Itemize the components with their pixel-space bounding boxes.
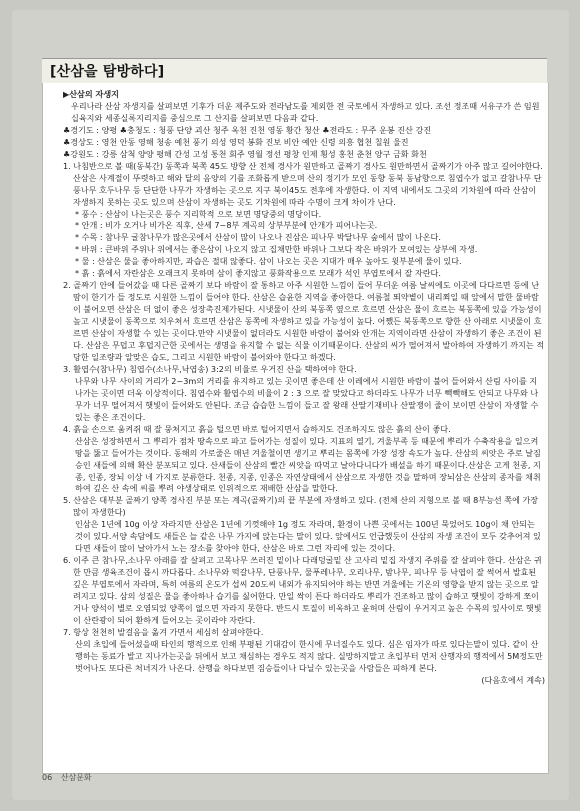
point-6: 6. 이주 큰 참나무,소나무 아래를 잘 살펴고 고목나무 쓰러진 밑이나 다래덩굴밑 산 고사리 밑집 자생지 주위를 잘 살펴야 한다. 산삼은 귀한 만큼 생육조건이 몹시 까다롭다. 소나무와 떡갈나무, 단풍나무, 물푸레나무, 오리나무, 밤나무, 피나무 등 낙엽이 잘 썩어서 발효된 깊은 부엽토에서 자라며, 특히 여름의 온도가 섭씨 20도씨 내외가 유지되어야 하는 반면 겨울에는 기온의 영향을 받지 않는 곳으로 알려지고 있다. 삼의 성질은 물을 좋아하나 습기를 싫어한다. 만일 싹이 튼다 하더라도 뿌리가 건조하고 많이 습하고 햇빛이 강하게 쪼이거나 양석이 별로 오염되었 양쪽이 없으면 자라지 못한다. 반드시 토질이 비옥하고 윤허며 산림이 우거지고 높은 수목의 잎사이로 햇빛이 산란광이 되어 환하게 들어오는 곳이라야 자란다. bbox=[63, 555, 542, 625]
region-list-3: ♣강원도 : 강릉 삼척 양양 평해 간성 고성 통천 회주 영월 정선 평창 인제 횡성 홍천 춘천 양구 금화 화천 bbox=[63, 148, 427, 159]
point-3-detail: 나무와 나무 사이의 거리가 2~3m의 거리를 유지하고 있는 곳이면 좋은데 산 이레에서 시원한 바람이 불어 들어와서 산림 사이를 지나가는 곳이면 더욱 이상적이다. 침엽수와 활엽수의 비율이 2 : 3 으로 잘 맞았다고 하더라도 나무가 너무 빽빽해도 안되고 나무와 나무가 너무 떨어져서 햇빛이 들어와도 안된다. 조금 습습한 느낌이 들고 잘 왕래 산딸기재비나 산딸쟁이 줄이 보이면 산삼이 자생할 수 있는 좋은 조건이다. bbox=[75, 375, 539, 422]
note-fengshui: * 풍수 : 산삼이 나는곳은 풍수 지리학적 으로 보면 명당중의 명당이다. bbox=[75, 208, 322, 219]
page-footer bbox=[42, 772, 98, 783]
page-number: 06 bbox=[42, 773, 53, 782]
point-2: 2. 골짜기 안에 들어갔을 때 다른 골짜기 보다 바람이 잘 통하고 아주 시원한 느낌이 들어 무더운 여름 날씨에도 이곳에 다다르면 등에 난 땀이 한기가 들 정도로 시원한 느낌이 들어야 한다. 산삼은 습윤한 지역을 좋아한다. 여름철 뙤약볕이 내리쬐일 때 앞에서 말한 물바람이 불어오면 산삼은 더 없이 좋은 성장촉진제가된다. 시냇물이 산의 북동쪽 옆으로 흐르면 산삼은 물이 흐르는 북동쪽에 있을 가능성이 높고 시냇물이 동쪽으로 치우쳐서 흐르면 산삼은 동쪽에 자생하고 있을 가능성이 높다. 어쨌든 북동쪽으로 향한 산 아래로 시냇물이 흐르면 산삼이 자생할 수 있는 곳이다.만약 시냇물이 없더라도 시원한 바람이 불어와 안개는 지역이라면 산삼이 자생하기 좋은 조건이 된다. 산삼은 무덥고 후덥지근한 곳에서는 생명을 유지할 수 없는 식물 이기때문이다. 산삼의 씨가 떨어져서 발아하여 자생하기 까지는 적당한 일조량과 알맞은 습도, 그리고 시원한 바람이 불어와야 한다고 하겠다. bbox=[63, 280, 545, 362]
section-title-bar bbox=[42, 58, 547, 84]
point-7-detail: 산의 초입에 들어섰을때 타인의 행적으로 인해 부평된 기대감이 한시에 무너질수도 있다. 심은 임자가 따로 있다는말이 있다. 같이 산행하는 동료가 발고 지나가는곳을 뒤에서 보고 채심하는 경우도 적지 않다. 실망하지말고 초입부터 먼저 산행자의 행적에서 5M정도만 벗어나도 또다른 처녀지가 나온다. 산행을 하다보면 짐승들이나 다닐수 있는곳을 사람들은 피하게 본다. bbox=[75, 638, 543, 673]
note-rocks: * 바위 : 큰바위 주위나 위에서는 좋은삼이 나오지 않고 집채만한 바위나 그보다 작은 바위가 모여있는 상부에 자생. bbox=[75, 244, 478, 255]
region-list-1: ♣경기도 : 양평 ♣충청도 : 청풍 단양 괴산 청주 옥천 진천 영동 황간 청산 ♣전라도 : 무주 운봉 진산 강진 bbox=[63, 124, 432, 135]
point-1: 1. 나침반으로 볼 때(동북간) 동쪽과 북쪽 45도 방향 산 전체 경사가 원만하고 골짜기 경사도 원만하면서 골짜기가 아주 많고 길어야한다. 산삼은 사계절이 뚜렷하고 해와 달의 음양의 기를 조화롭게 받으며 산의 정기가 모인 동향 동북 동남향으로 침엽수가 없고 갈참나무 단풍나무 호두나무 등 단단한 나무가 자생하는 곳으로 지구 북이45도 전후에 자생한다. 이 지역 내에서도 그곳의 기차원에 따라 산삼이 자생하지 못하는 곳도 있으며 산삼이 자생하는 곳도 기차원에 따라 수명이 크게 차이가 난다. bbox=[63, 160, 543, 207]
point-4-detail: 산삼은 성장하면서 그 뿌리가 점차 땅속으로 파고 들어가는 성질이 있다. 지표의 열기, 겨울부족 등 때문에 뿌리가 수축작용을 일으켜 땅을 뚫고 들어가는 것이다. 동해의 가로줄은 매년 겨울철이면 생기고 뿌리는 몸쪽에 가장 성장 속도가 높다. 산삼의 씨앗은 주로 날짐승인 새들에 의해 확산 분포되고 있다. 산새들이 산삼의 빨간 씨앗을 따먹고 날아다니다가 배설을 하기 때문이다.산삼은 고게 천종, 지종, 인종, 장뇌 이상 네 가지로 분류한다. 천종, 지종, 인종은 자연상태에서 산삼으로 자생한 것을 말하며 장뇌삼은 산삼의 종자를 채취하여 깊은 산 속에 씨를 뿌려 야생상태로 인위적으로 재배한 산삼을 말한다. bbox=[75, 435, 541, 494]
section-heading: ▶산삼의 자생지 bbox=[63, 89, 119, 99]
point-4: 4. 흙을 손으로 움켜쥐 때 잘 뭉쳐지고 흙을 털으면 바로 털어지면서 습하지도 건조하지도 않은 흙의 산이 좋다. bbox=[63, 423, 451, 434]
point-5-detail: 인삼은 1년에 10g 이상 자라지만 산삼은 1년에 기껏해야 1g 정도 자라며, 환경이 나쁜 곳에서는 100년 묵었어도 10g이 채 안되는 것이 있다.서양 속담에도 새들은 늘 같은 나무 가지에 앉는다는 말이 있다. 앞에서도 언급했듯이 산삼의 자생 조건이 모두 갖추어져 있다면 새들이 많이 날아가서 노는 장소를 찾아야 한다, 산삼은 바로 그런 자리에 있는 것이다. bbox=[75, 519, 541, 554]
region-list-2: ♣경상도 : 영천 안동 영해 청송 예천 풍기 의성 영덕 봉화 진보 비안 예안 신령 의흥 협천 칠원 울진 bbox=[63, 136, 409, 147]
note-soil: * 흙 : 흙에서 자란삼은 오래크지 못하며 삼이 좋지않고 풍화작용으로 모래가 석인 부엽토에서 잘 자란다. bbox=[75, 268, 441, 279]
continued-note: (다음호에서 계속) bbox=[481, 674, 545, 685]
note-water: * 물 : 산삼은 물을 좋아하지만, 과습은 절대 않좋다. 삼이 나오는 곳은 지대가 매우 높아도 윗부분에 물이 있다. bbox=[75, 256, 462, 267]
point-7: 7. 항상 천천히 발걸음을 옮겨 가면서 세심히 살펴야한다. bbox=[63, 626, 264, 637]
intro-paragraph: 우리나라 산삼 자생지를 살펴보면 기후가 더운 제주도와 전라남도를 제외한 전 국토에서 자생하고 있다. 조선 정조때 서유구가 쓴 임원십육지와 세종실록지리지를 중심으로 그 산지를 살펴보면 다음과 같다. bbox=[71, 100, 540, 123]
note-fog: * 안개 : 비가 오거나 비가온 직후, 산세 7~8부 계곡의 상부부분에 안개가 피어나는곳. bbox=[75, 220, 378, 231]
article-panel bbox=[42, 83, 549, 774]
page-title: [산삼을 탐방하다] bbox=[50, 64, 165, 80]
point-3: 3. 활엽수(참나무) 침엽수(소나무,낙엽송) 3:2의 비율로 우거진 산을 택하여야 한다. bbox=[63, 363, 357, 374]
publication-name: 산삼문화 bbox=[60, 773, 92, 782]
note-trees: * 수목 : 참나무 굴참나무가 많은곳에서 산삼이 많이 나오나 진삼은 피나무 박달나무 숲에서 많이 나온다. bbox=[75, 232, 441, 243]
article-body bbox=[63, 89, 545, 687]
point-5: 5. 산삼은 대부분 골짜기 양쪽 경사진 부분 또는 계곡(골짜기)의 끝 부분에 자생하고 있다. (전체 산의 지형으로 볼 때 8부능선 쪽에 가장 많이 자생한다) bbox=[63, 495, 539, 518]
